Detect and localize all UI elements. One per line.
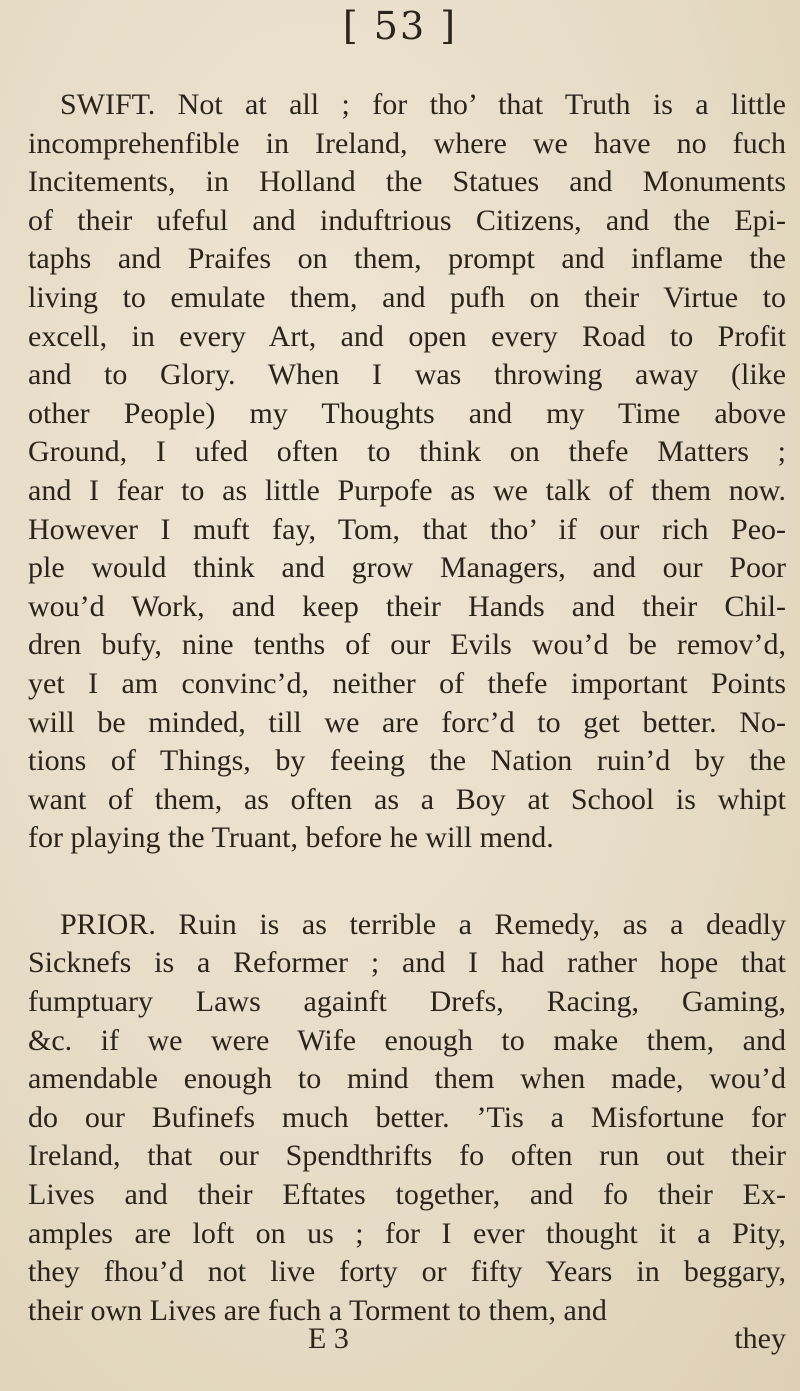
text-line: for playing the Truant, before he will mend. bbox=[28, 821, 554, 855]
text-line: they fhou’d not live forty or fifty Years in beggary, bbox=[28, 1255, 786, 1289]
text-line: PRIOR. Ruin is as terrible a Remedy, as a deadly bbox=[60, 907, 786, 941]
text-line: of their ufeful and induftrious Citizens, and the Epi- bbox=[28, 203, 786, 237]
text-line: However I muft fay, Tom, that tho’ if our rich Peo- bbox=[28, 512, 786, 546]
text-line: Incitements, in Holland the Statues and Monuments bbox=[28, 165, 786, 199]
text-line: yet I am convinc’d, neither of thefe important Points bbox=[28, 666, 786, 700]
text-line: Lives and their Eftates together, and fo their Ex- bbox=[28, 1178, 786, 1212]
text-line: wou’d Work, and keep their Hands and their Chil- bbox=[28, 589, 786, 623]
paragraph-gap bbox=[28, 858, 786, 906]
text-line: other People) my Thoughts and my Time above bbox=[28, 396, 786, 430]
text-line: and I fear to as little Purpofe as we talk of them now. bbox=[28, 473, 786, 507]
text-line: living to emulate them, and pufh on their Virtue to bbox=[28, 280, 786, 314]
text-line: Sicknefs is a Reformer ; and I had rather hope that bbox=[28, 946, 786, 980]
text-line: SWIFT. Not at all ; for tho’ that Truth is a little bbox=[60, 88, 786, 121]
text-line: ple would think and grow Managers, and our Poor bbox=[28, 551, 786, 585]
text-line: their own Lives are fuch a Torment to them, and bbox=[28, 1293, 607, 1327]
paragraph-prior bbox=[28, 906, 786, 1331]
text-line: incomprehenfible in Ireland, where we have no fuch bbox=[28, 126, 786, 160]
text-line: taphs and Praifes on them, prompt and inflame the bbox=[28, 242, 786, 276]
page-number: [ 53 ] bbox=[342, 4, 458, 48]
text-line: excell, in every Art, and open every Road to Profit bbox=[28, 319, 786, 353]
catchword: they bbox=[734, 1322, 786, 1355]
text-line: amendable enough to mind them when made, wou’d bbox=[28, 1062, 786, 1096]
text-line: &c. if we were Wife enough to make them, and bbox=[28, 1023, 786, 1057]
text-line: do our Bufinefs much better. ’Tis a Misfortune for bbox=[28, 1100, 786, 1134]
signature-mark: E 3 bbox=[308, 1322, 349, 1355]
text-line: will be minded, till we are forc’d to get better. No- bbox=[28, 705, 786, 739]
paragraph-swift bbox=[28, 86, 786, 858]
text-line: dren bufy, nine tenths of our Evils wou’d be remov’d, bbox=[28, 628, 786, 662]
text-line: and to Glory. When I was throwing away (like bbox=[28, 358, 786, 392]
text-line: Ireland, that our Spendthrifts fo often run out their bbox=[28, 1139, 786, 1173]
text-line: want of them, as often as a Boy at School is whipt bbox=[28, 782, 786, 816]
text-line: tions of Things, by feeing the Nation ruin’d by the bbox=[28, 744, 786, 778]
text-line: Ground, I ufed often to think on thefe Matters ; bbox=[28, 435, 786, 469]
body-text bbox=[28, 86, 786, 1330]
text-line: amples are loft on us ; for I ever thought it a Pity, bbox=[28, 1216, 786, 1250]
text-line: fumptuary Laws againft Drefs, Racing, Gaming, bbox=[28, 985, 786, 1019]
page-footer bbox=[28, 1322, 786, 1362]
